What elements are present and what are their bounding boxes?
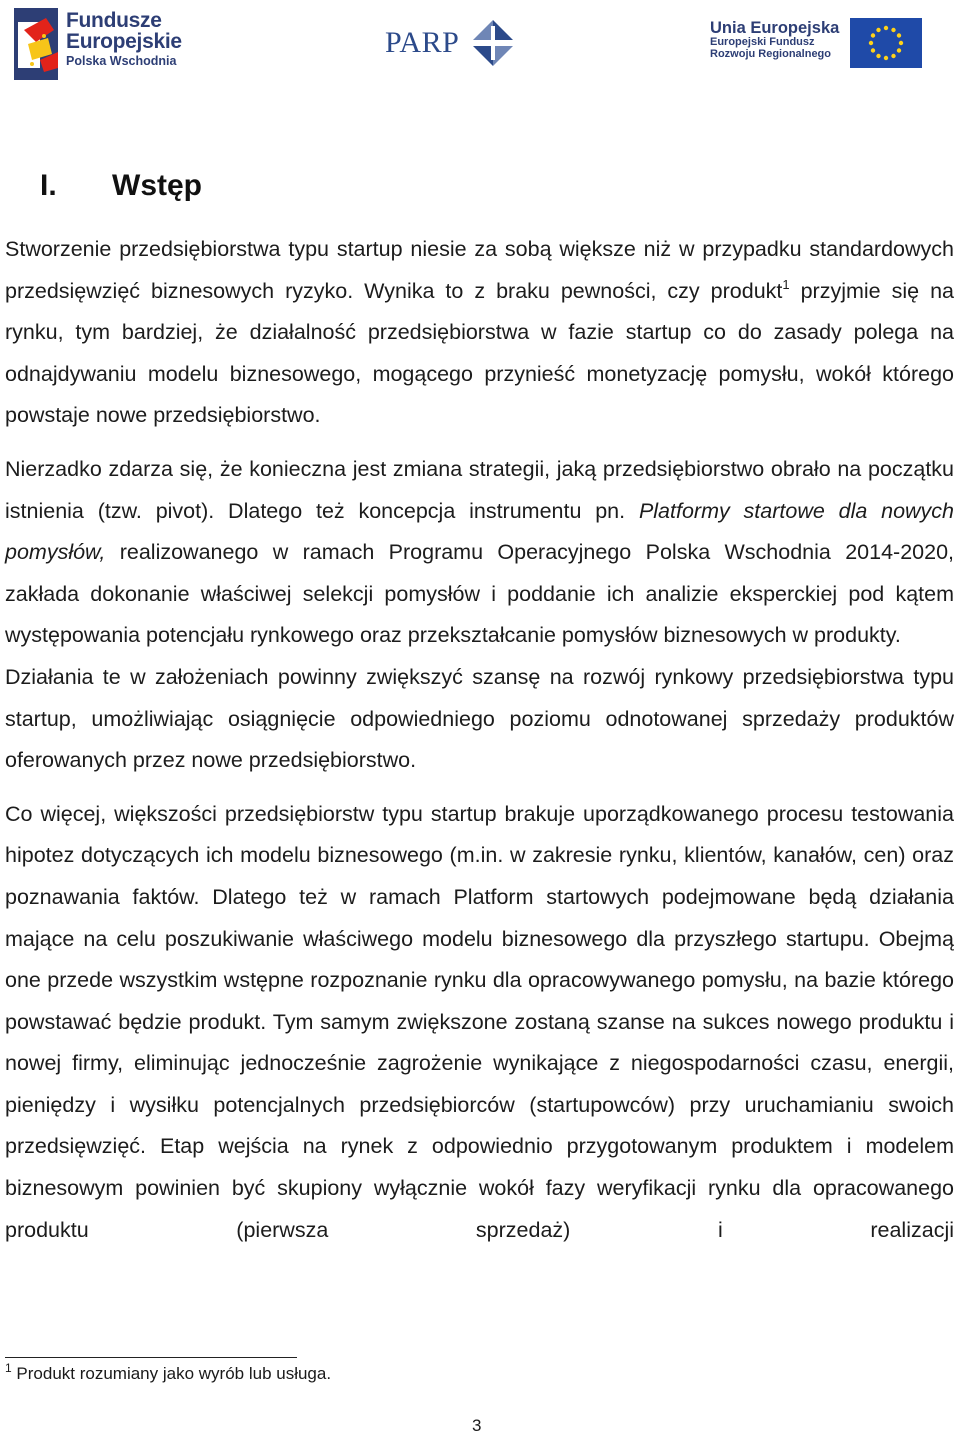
paragraph-1-text-b: przyjmie się na rynku, tym bardziej, że działalność przedsiębiorstwa w fazie startup co do zasady polega na odnajdywaniu modelu biznesowego, mogącego przynieść monetyzację pomysłu, wokół którego powstaje nowe przedsiębiorstwo.: [5, 278, 954, 428]
paragraph-1: [5, 229, 954, 437]
paragraph-4: [5, 794, 954, 1252]
fe-logo-line2: Europejskie: [66, 30, 182, 54]
parp-logo: [385, 22, 525, 72]
page-number: 3: [472, 1416, 482, 1435]
paragraph-2-text-b: realizowanego w ramach Programu Operacyjnego Polska Wschodnia 2014-2020, zakłada dokonanie właściwej selekcji pomysłów i poddanie ich analizie eksperckiej pod kątem występowania potencjału rynkowego oraz przekształcanie pomysłów biznesowych w produkty.: [5, 540, 954, 648]
ue-logo-line3: Rozwoju Regionalnego: [710, 47, 831, 60]
ue-logo-line1: Unia Europejska: [710, 19, 840, 37]
body-text: [5, 229, 954, 1251]
footnote-reference[interactable]: 1: [782, 276, 790, 292]
section-title: Wstęp: [112, 169, 202, 202]
paragraph-2: [5, 449, 954, 657]
parp-wordmark: PARP: [385, 26, 460, 59]
paragraph-2-instrument-name: Platformy startowe dla nowych pomysłów,: [5, 498, 955, 565]
footnote-text: Produkt rozumiany jako wyrób lub usługa.: [11, 1364, 332, 1383]
fundusze-europejskie-emblem-icon: [14, 8, 62, 80]
fe-logo-line1: Fundusze: [66, 9, 162, 32]
paragraph-3-text: Działania te w założeniach powinny zwiększyć szansę na rozwój rynkowy przedsiębiorstwa typu startup, umożliwiając osiągnięcie odpowiedniego poziomu odnotowanej sprzedaży produktów oferowanych przez nowe przedsiębiorstwo.: [5, 664, 954, 773]
unia-europejska-wordmark: [710, 20, 839, 60]
section-number: I.: [40, 169, 57, 202]
fe-logo-line3: Polska Wschodnia: [66, 53, 177, 68]
section-heading: [40, 169, 202, 203]
footnote: [5, 1361, 332, 1384]
footnote-separator: [5, 1357, 297, 1358]
fundusze-europejskie-wordmark: [66, 10, 182, 68]
paragraph-4-text: Co więcej, większości przedsiębiorstw typu startup brakuje uporządkowanego procesu testowania hipotez dotyczących ich modelu biznesowego (m.in. w zakresie rynku, klientów, kanałów, cen) oraz poznawania faktów. Dlatego też w ramach Platform startowych podejmowane będą działania mające na celu poszukiwanie właściwego modelu biznesowego dla przyszłego startupu. Obejmą one przede wszystkim wstępne rozpoznanie rynku dla opracowywanego pomysłu, na bazie którego powstawać będzie produkt. Tym samym zwiększone zostaną szanse na sukces nowego produktu i nowej firmy, eliminując jednocześnie zagrożenie wynikające z niegospodarności czasu, energii, pieniędzy i wysiłku potencjalnych przedsiębiorców (startupowców) przy uruchamianiu swoich przedsięwzięć. Etap wejścia na rynek z odpowiednio przygotowanym produktem i modelem biznesowym powinien być skupiony wyłącznie wokół fazy weryfikacji rynku dla opracowanego produktu (pierwsza sprzedaż) i realizacji: [5, 801, 954, 1242]
parp-arrows-icon: [471, 18, 515, 68]
paragraph-3: [5, 657, 954, 782]
unia-europejska-logo: [710, 18, 930, 78]
ue-logo-line2: Europejski Fundusz: [710, 36, 815, 49]
paragraph-1-text-a: Stworzenie przedsiębiorstwa typu startup niesie za sobą większe niż w przypadku standardowych przedsięwzięć biznesowych ryzyko. Wynika to z braku pewności, czy produkt: [5, 237, 954, 303]
logo-bar: [0, 0, 960, 90]
eu-flag-icon: [850, 18, 922, 68]
footnote-number: 1: [5, 1361, 12, 1375]
fundusze-europejskie-logo: [14, 6, 194, 82]
paragraph-2-text-a: Nierzadko zdarza się, że konieczna jest zmiana strategii, jaką przedsiębiorstwo obrało na początku istnienia (tzw. pivot). Dlatego też koncepcja instrumentu pn.: [5, 456, 954, 523]
